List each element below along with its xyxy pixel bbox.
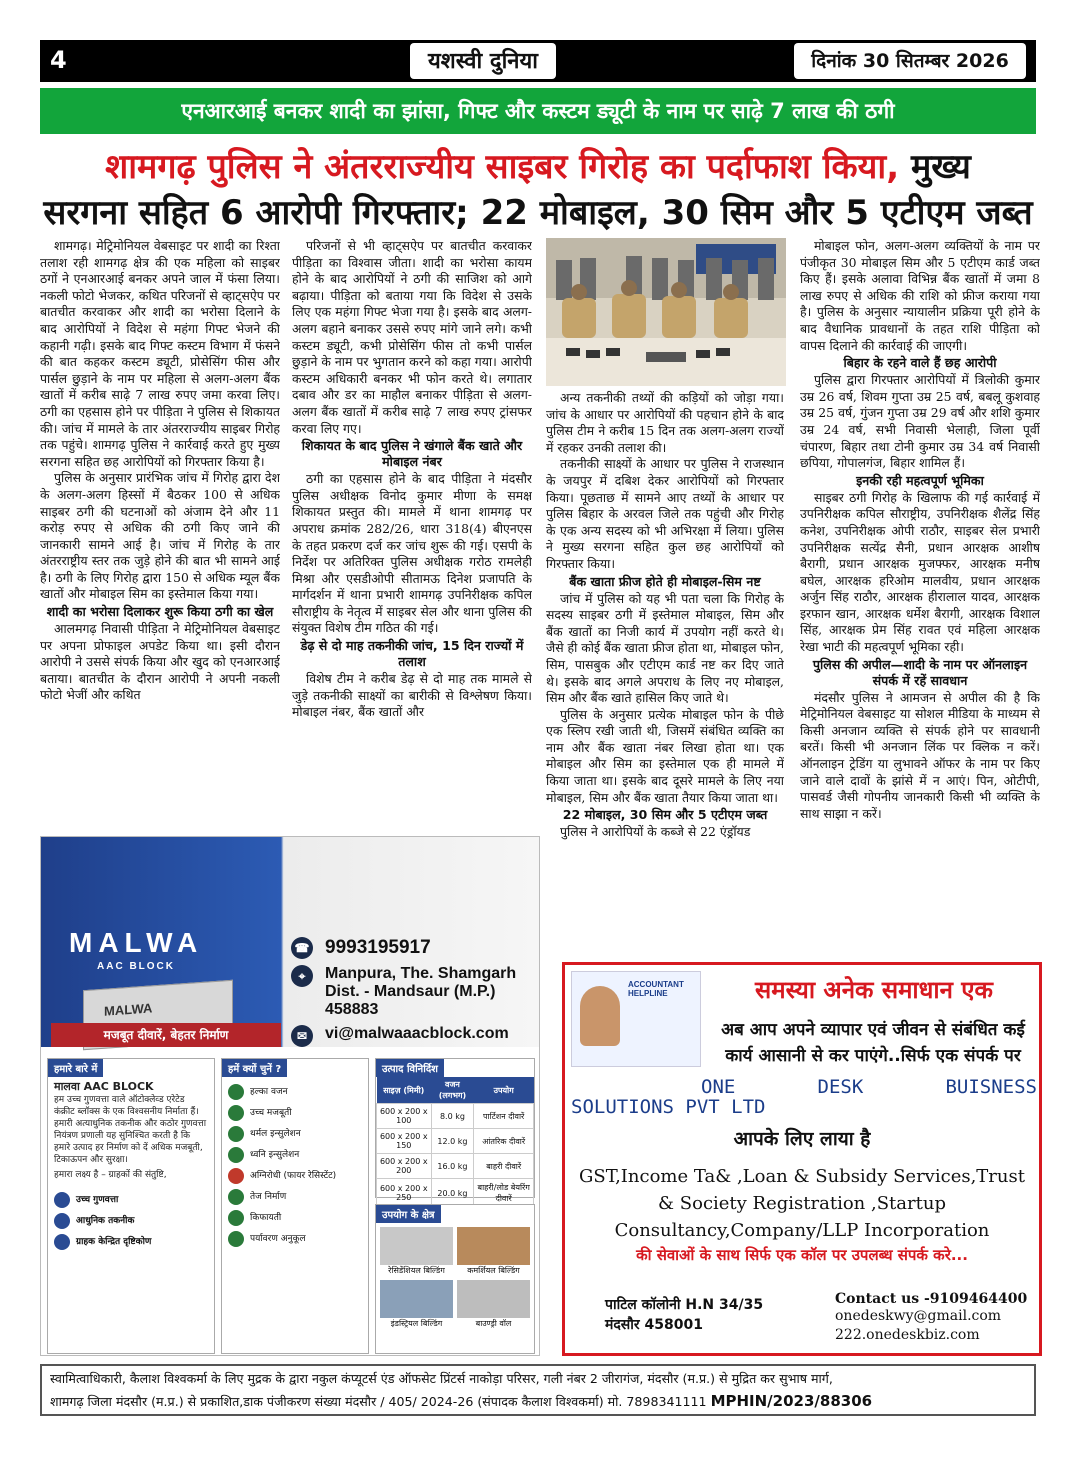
ad-tagline: मजबूत दीवारें, बेहतर निर्माण <box>51 1023 281 1047</box>
why-point: अग्निरोधी (फायर रेसिस्टेंट) <box>228 1168 362 1184</box>
subheading: शादी का भरोसा दिलाकर शुरू किया ठगी का खेल <box>46 604 274 620</box>
subheading: शिकायत के बाद पुलिस ने खंगाले बैंक खाते और मोबाइल नंबर <box>301 438 523 470</box>
address-line: 458883 <box>325 1001 379 1018</box>
table-row: 600 x 200 x 150 12.0 kg आंतरिक दीवारें <box>377 1129 534 1154</box>
table-row: 600 x 200 x 250 20.0 kg बाहरी/लोड बेयरिंग दीवारें <box>377 1179 534 1208</box>
feature-icon <box>228 1105 244 1121</box>
quality-icon <box>54 1192 70 1208</box>
newspaper-logo: यशस्वी दुनिया <box>410 43 556 79</box>
address-line: Dist. - Mandsaur (M.P.) <box>325 983 496 1000</box>
article-column-1 <box>40 238 280 828</box>
paragraph: शामगढ़। मेट्रिमोनियल वेबसाइट पर शादी का रिश्ता तलाश रही शामगढ़ क्षेत्र की एक महिला को साइबर ठगों ने एनआरआई बनकर अपने जाल में फंसा लिया। नकली फोटो भेजकर, कथित परिजनों से व्हाट्सऐप पर बातचीत करवाकर और शादी का भरोसा दिलाने के बाद आरोपियों ने विदेश से महंगा गिफ्ट भेजने की कहानी गढ़ी। इसके बाद गिफ्ट कस्टम विभाग में फंसने की बात कहकर कस्टम ड्यूटी, प्रोसेसिंग फीस और पार्सल छुड़ाने के नाम पर महिला से अलग-अलग बैंक खातों में करीब साढ़े 7 लाख रुपए जमा करवा लिए। ठगी का एहसास होने पर पीड़िता ने पुलिस से शिकायत की। जांच में मामले के तार अंतरराज्यीय साइबर गिरोह तक पहुंचे। शामगढ़ पुलिस ने कार्रवाई करते हुए मुख्य सरगना सहित छह आरोपियों को गिरफ्तार किया है। <box>40 238 280 469</box>
paragraph: अन्य तकनीकी तथ्यों की कड़ियों को जोड़ा गया। जांच के आधार पर आरोपियों की पहचान होने के बाद पुलिस टीम ने करीब 15 दिन तक अलग-अलग राज्यों में रहकर उनकी तलाश की। <box>546 390 784 455</box>
why-point: थर्मल इन्सुलेशन <box>228 1126 362 1142</box>
table-row: 600 x 200 x 200 16.0 kg बाहरी दीवारें <box>377 1154 534 1179</box>
feature-icon <box>228 1147 244 1163</box>
about-section <box>47 1058 215 1354</box>
article-column-3 <box>546 390 784 950</box>
subheading: 22 मोबाइल, 30 सिम और 5 एटीएम जब्त <box>562 807 768 823</box>
fire-icon <box>228 1168 244 1184</box>
paragraph: पुलिस ने आरोपियों के कब्जे से 22 एंड्रॉयड <box>560 824 751 840</box>
brand-logo: MALWA <box>69 927 204 958</box>
wall-image <box>457 1280 530 1318</box>
office-address: पाटिल कॉलोनी H.N 34/35 मंदसौर 458001 <box>605 1297 764 1333</box>
paragraph: पुलिस के अनुसार प्रत्येक मोबाइल फोन के पीछे एक स्लिप रखी जाती थी, जिसमें संबंधित व्यक्ति का नाम और बैंक खाता नंबर लिखा होता था। एक मोबाइल और सिम का इस्तेमाल एक ही मामले में किया जाता था। इसके बाद दूसरे मामले के लिए नया मोबाइल, सिम और बैंक खाता तैयार किया जाता था। <box>546 706 784 805</box>
building-image <box>380 1227 453 1265</box>
use-boundary-wall: बाउण्ड्री वॉल <box>457 1280 530 1329</box>
about-point: आधुनिक तकनीक <box>54 1213 208 1229</box>
accountant-helpline-card <box>571 971 701 1067</box>
contact-phone: Contact us -9109464400 <box>835 1291 1028 1307</box>
feature-icon <box>228 1084 244 1100</box>
paragraph: जांच में पुलिस को यह भी पता चला कि गिरोह के सदस्य साइबर ठगी में इस्तेमाल मोबाइल, सिम और बैंक खातों का निजी कार्य में उपयोग नहीं करते थे। जैसे ही कोई बैंक खाता फ्रीज होता था, मोबाइल फोन, सिम, पासबुक और एटीएम कार्ड नष्ट कर दिए जाते थे। इसके बाद अगले अपराध के लिए नए मोबाइल, सिम और बैंक खाते हासिल किए जाते थे। <box>546 590 784 706</box>
mail-icon: ✉ <box>291 1025 313 1047</box>
subheading: इनकी रही महत्वपूर्ण भूमिका <box>856 472 984 488</box>
ad-details <box>41 1052 540 1356</box>
customer-icon <box>54 1234 70 1250</box>
why-point: पर्यावरण अनुकूल <box>228 1231 362 1247</box>
feature-icon <box>228 1126 244 1142</box>
technology-icon <box>54 1213 70 1229</box>
subheading: डेढ़ से दो माह तकनीकी जांच, 15 दिन राज्यों में तलाश <box>300 638 524 670</box>
section-heading: उपयोग के क्षेत्र <box>376 1205 441 1223</box>
section-heading: उत्पाद विनिर्दिश <box>376 1059 444 1077</box>
paragraph: ठगी का एहसास होने के बाद पीड़िता ने मंदसौर पुलिस अधीक्षक विनोद कुमार मीणा के समक्ष शिकायत प्रस्तुत की। मामले में थाना शामगढ़ पर अपराध क्रमांक 282/26, धारा 318(4) बीएनएस के तहत प्रकरण दर्ज कर जांच शुरू की गई। एसपी के निर्देश पर अतिरिक्त पुलिस अधीक्षक गरोठ रामलेही मिश्रा और एसडीओपी सीतामऊ दिनेश प्रजापति के मार्गदर्शन में थाना प्रभारी शामगढ़ उपनिरीक्षक कपिल सौराष्ट्रीय के नेतृत्व में साइबर सेल और थाना पुलिस की संयुक्त विशेष टीम गठित की गई। <box>292 471 532 636</box>
headline-rest: मुख्य <box>899 147 971 187</box>
masthead <box>40 40 1036 82</box>
about-goal: हमारा लक्ष्य है – ग्राहकों की संतुष्टि, <box>54 1170 167 1180</box>
table-row: 600 x 200 x 100 8.0 kg पार्टिशन दीवारें <box>377 1104 534 1129</box>
imprint-line: शामगढ़ जिला मंदसौर (म.प्र.) से प्रकाशित,डाक पंजीकरण संख्या मंदसौर / 405/ 2024-26 (संपादक कैलाश विश्वकर्मा) मो. 7898341111 <box>50 1394 707 1409</box>
building-image <box>380 1280 453 1318</box>
paragraph: मोबाइल फोन, अलग-अलग व्यक्तियों के नाम पर पंजीकृत 30 मोबाइल सिम और 5 एटीएम कार्ड जब्त किए हैं। इसके अलावा विभिन्न बैंक खातों में जमा 8 लाख रुपए से अधिक की राशि को फ्रीज कराया गया है। पुलिस के अनुसार न्यायालीन प्रक्रिया पूरी होने के बाद वैधानिक प्रावधानों के तहत राशि पीड़िता को वापस दिलाने की कार्रवाई की जाएगी। <box>800 238 1040 353</box>
services-list: GST,Income Ta& ,Loan & Subsidy Services,Trust & Society Registration ,Startup Consultancy,Company/LLP Incorporation <box>579 1166 1025 1241</box>
photo-illustration <box>546 238 786 386</box>
paragraph: आलमगढ़ निवासी पीड़िता ने मेट्रिमोनियल वेबसाइट पर अपना प्रोफाइल अपडेट किया था। इसी दौरान आरोपी ने उससे संपर्क किया और खुद को एनआरआई बताया। बातचीत के दौरान आरोपी ने अपनी नकली फोटो भेजीं और कथित <box>40 621 280 703</box>
leaf-icon <box>228 1231 244 1247</box>
spec-section <box>375 1058 535 1203</box>
main-headline <box>40 144 1036 236</box>
contact-website: 222.onedeskbiz.com <box>835 1327 980 1343</box>
page-number: 4 <box>50 46 67 74</box>
paragraph: तकनीकी साक्ष्यों के आधार पर पुलिस ने राजस्थान के जयपुर में दबिश देकर आरोपियों को गिरफ्तार किया। पूछताछ में सामने आए तथ्यों के आधार पर पुलिस बिहार के अरवल जिले तक पहुंची और गिरोह के एक अन्य सदस्य को भी अभिरक्षा में लिया। पुलिस ने मुख्य सरगना सहित कुल छह आरोपियों को गिरफ्तार किया। <box>546 456 784 571</box>
contact-details <box>291 937 540 1053</box>
section-heading: हमें क्यों चुनें ? <box>222 1059 287 1077</box>
call-note: की सेवाओं के साथ सिर्फ एक कॉल पर उपलब्ध संपर्क करे... <box>636 1246 968 1264</box>
why-point: किफायती <box>228 1210 362 1226</box>
paragraph: विशेष टीम ने करीब डेढ़ से दो माह तक मामले से जुड़े तकनीकी साक्ष्यों का बारीकी से विश्लेषण किया। मोबाइल नंबर, बैंक खातों और <box>292 671 532 720</box>
why-choose-section <box>221 1058 369 1354</box>
headline-line2: सरगना सहित 6 आरोपी गिरफ्तार; 22 मोबाइल, 30 सिम और 5 एटीएम जब्त <box>43 193 1033 233</box>
paragraph: पुलिस द्वारा गिरफ्तार आरोपियों में त्रिलोकी कुमार उम्र 26 वर्ष, शिवम गुप्ता उम्र 25 वर्ष, बबलू कुशवाह उम्र 25 वर्ष, गुंजन गुप्ता उम्र 29 वर्ष और शशि कुमार उम्र 24 वर्ष, सभी निवासी भेलाही, जिला पूर्वी चंपारण, बिहार तथा टोनी कुमार उम्र 34 वर्ष निवासी छपिया, गोपालगंज, बिहार शामिल हैं। <box>800 372 1040 471</box>
onedesk-business-ad <box>562 962 1042 1356</box>
kicker-banner: एनआरआई बनकर शादी का झांसा, गिफ्ट और कस्टम ड्यूटी के नाम पर साढ़े 7 लाख की ठगी <box>40 88 1036 134</box>
ad-title: समस्या अनेक समाधान एक <box>755 976 993 1004</box>
helpline-badge: ACCOUNTANT HELPLINE <box>628 980 684 998</box>
about-title: मालवा AAC BLOCK <box>54 1080 154 1093</box>
brand-subtitle: AAC BLOCK <box>97 961 175 972</box>
use-industrial: इंडस्ट्रियल बिल्डिंग <box>380 1280 453 1329</box>
article-column-4 <box>800 238 1040 958</box>
issue-date: दिनांक 30 सितम्बर 2026 <box>794 43 1026 79</box>
why-point: तेज निर्माण <box>228 1189 362 1205</box>
use-residential: रेसिडेंशियल बिल्डिंग <box>380 1227 453 1276</box>
about-text: हम उच्च गुणवत्ता वाले ऑटोक्लेव्ड एरेटेड कंक्रीट ब्लॉक्स के एक विश्वसनीय निर्माता हैं। हमारी अत्याधुनिक तकनीक और कठोर गुणवत्ता नियंत्रण प्रणाली यह सुनिश्चित करती है कि हमारे उत्पाद हर निर्माण को दें अधिक मजबूती, टिकाऊपन और सुरक्षा। <box>54 1095 207 1165</box>
paragraph: पुलिस के अनुसार प्रारंभिक जांच में गिरोह द्वारा देश के अलग-अलग हिस्सों में बैठकर 100 से अधिक साइबर ठगी की घटनाओं को अंजाम देने और 11 करोड़ रुपए से अधिक की ठगी किए जाने की जानकारी सामने आई है। जांच में गिरोह के तार अंतरराष्ट्रीय स्तर तक जुड़े होने की बात भी सामने आई है। ठगी के लिए गिरोह द्वारा 150 से अधिक म्यूल बैंक खातों और मोबाइल सिम का इस्तेमाल किया गया। <box>40 470 280 602</box>
company-name: ONE DESK BUISNESS SOLUTIONS PVT LTD <box>571 1076 1037 1118</box>
police-press-photo <box>546 238 786 386</box>
spec-table: साइज़ (मिमी) वजन (लगभग) उपयोग 600 x 200 x 100 8.0 kg पार्टिशन दीवारें 600 x 200 x 150 12.0 kg आंतरिक दीवारें 600 x 200 x 200 16.0 kg बाहरी दीवारें 600 x 200 x 250 20.0 kg बाहरी/लोड बेयरिंग दीवारें <box>376 1077 534 1208</box>
contact-block <box>835 1291 1027 1345</box>
why-point: हल्का वजन <box>228 1084 362 1100</box>
phone-icon: ☎ <box>291 937 313 959</box>
feature-icon <box>228 1189 244 1205</box>
use-commercial: कमर्शियल बिल्डिंग <box>457 1227 530 1276</box>
section-heading: हमारे बारे में <box>48 1059 103 1077</box>
subheading: बिहार के रहने वाले हैं छह आरोपी <box>843 355 997 371</box>
ad-subtitle: अब आप अपने व्यापार एवं जीवन से संबंधित कई कार्य आसानी से कर पाएंगे..सिर्फ एक संपर्क पर <box>721 1020 1025 1066</box>
malwa-aac-block-ad <box>40 836 540 1356</box>
paragraph: साइबर ठगी गिरोह के खिलाफ की गई कार्रवाई में उपनिरीक्षक कपिल सौराष्ट्रीय, उपनिरीक्षक शैलेंद्र सिंह कनेश, उपनिरीक्षक ओपी राठौर, साइबर सेल प्रभारी उपनिरीक्षक सत्येंद्र सैनी, प्रधान आरक्षक आशीष बैरागी, प्रधान आरक्षक मुजफ्फर, आरक्षक मनीष बघेल, आरक्षक हरिओम मालवीय, प्रधान आरक्षक अर्जुन सिंह राठौर, आरक्षक हीरालाल यादव, आरक्षक इरफान खान, आरक्षक धर्मेश बैरागी, आरक्षक विशाल सिंह, आरक्षक प्रेम सिंह रावत एवं महिला आरक्षक रेखा भाटी की महत्वपूर्ण भूमिका रही। <box>800 489 1040 655</box>
imprint-line: स्वामित्वाधिकारी, कैलाश विश्वकर्मा के लिए मुद्रक के द्वारा नकुल कंप्यूटर्स एंड ऑफसेट प्रिंटर्स नाकोड़ा परिसर, गली नंबर 2 जीरागंज, मंदसौर (म.प्र.) से मुद्रित कर सुभाष मार्ग, <box>50 1371 833 1386</box>
email-address: vi@malwaaacblock.com <box>325 1025 509 1042</box>
uses-section <box>375 1204 535 1354</box>
article-column-2 <box>292 238 532 828</box>
location-pin-icon: ⌖ <box>291 965 313 987</box>
imprint-footer <box>40 1364 1036 1416</box>
about-point: उच्च गुणवत्ता <box>54 1192 208 1208</box>
registration-number: MPHIN/2023/88306 <box>710 1392 873 1410</box>
why-point: उच्च मजबूती <box>228 1105 362 1121</box>
contact-email: onedeskwy@gmail.com <box>835 1308 1002 1324</box>
subheading: बैंक खाता फ्रीज होते ही मोबाइल-सिम नष्ट <box>569 573 761 589</box>
paragraph: मंदसौर पुलिस ने आमजन से अपील की है कि मेट्रिमोनियल वेबसाइट या सोशल मीडिया के माध्यम से किसी अनजान व्यक्ति से संपर्क होने पर सावधानी बरतें। किसी भी अनजान लिंक पर क्लिक न करें। ऑनलाइन ट्रेडिंग या लुभावने ऑफर के नाम पर किए जाने वाले दावों के झांसे में न आएं। पिन, ओटीपी, पासवर्ड जैसी गोपनीय जानकारी किसी भी व्यक्ति के साथ साझा न करें। <box>800 689 1040 821</box>
phone-number: 9993195917 <box>325 937 431 958</box>
block-label: MALWA <box>104 1000 153 1019</box>
feature-icon <box>228 1210 244 1226</box>
why-point: ध्वनि इन्सुलेशन <box>228 1147 362 1163</box>
address-line: Manpura, The. Shamgarh <box>325 965 517 982</box>
person-image <box>580 986 620 1046</box>
brought-to-you: आपके लिए लाया है <box>733 1128 871 1150</box>
paragraph: परिजनों से भी व्हाट्सऐप पर बातचीत करवाकर पीड़िता का विश्वास जीता। शादी का भरोसा कायम होने के बाद आरोपियों ने ठगी की साजिश को आगे बढ़ाया। पीड़िता को बताया गया कि विदेश से उसके लिए एक महंगा गिफ्ट भेजा गया है। इसके बाद अलग-अलग बहाने बनाकर उससे रुपए मांगे जाने लगे। कभी कस्टम ड्यूटी, कभी प्रोसेसिंग फीस तो कभी पार्सल छुड़ाने के नाम पर भुगतान करने को कहा गया। आरोपी कस्टम अधिकारी बनकर भी फोन करते थे। लगातार दबाव और डर का माहौल बनाकर पीड़िता से अलग-अलग बैंक खातों में करीब साढ़े 7 लाख रुपए ट्रांसफर करवा लिए गए। <box>292 238 532 436</box>
subheading: पुलिस की अपील—शादी के नाम पर ऑनलाइन संपर्क में रहें सावधान <box>812 656 1028 688</box>
about-point: ग्राहक केन्द्रित दृष्टिकोण <box>54 1234 208 1250</box>
building-image <box>457 1227 530 1265</box>
headline-red-part: शामगढ़ पुलिस ने अंतरराज्यीय साइबर गिरोह का पर्दाफाश किया, <box>105 147 900 187</box>
